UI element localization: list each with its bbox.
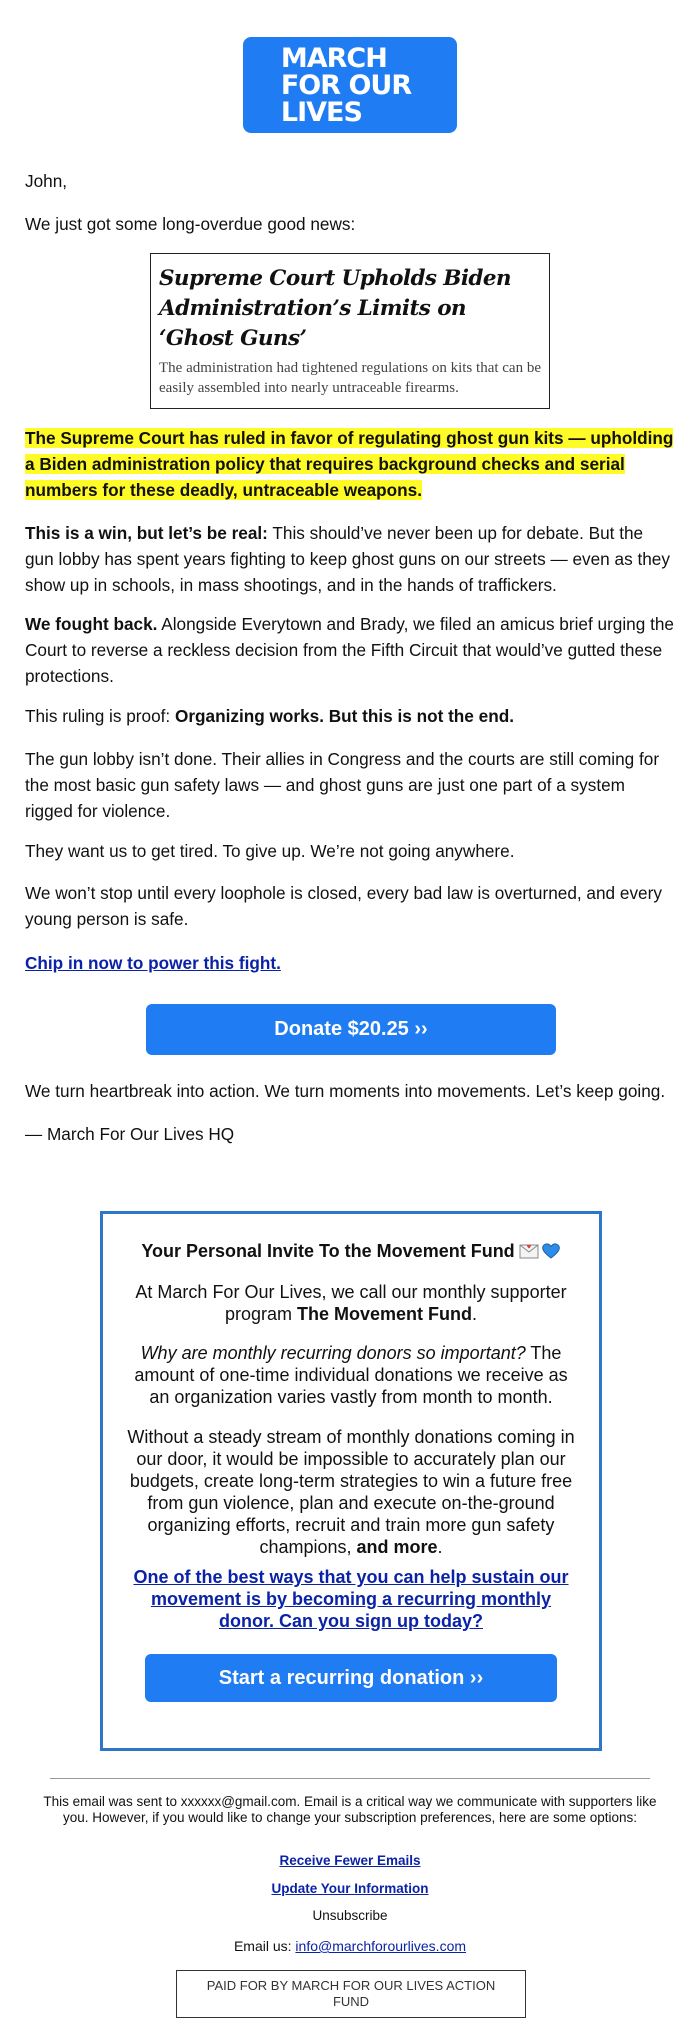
- donate-button[interactable]: Donate $20.25 ››: [146, 1004, 556, 1055]
- greeting: John,: [25, 171, 68, 191]
- footer-unsubscribe: [40, 1908, 660, 1924]
- fund-paragraph-2: Why are monthly recurring donors so important? The amount of one-time individual donations we receive as an organization varies vastly from month to month.: [134, 1343, 568, 1407]
- fund-paragraph-1: At March For Our Lives, we call our monthly supporter program The Movement Fund.: [135, 1282, 567, 1324]
- receive-fewer-emails-link[interactable]: Receive Fewer Emails: [279, 1853, 421, 1868]
- chip-in-paragraph: [25, 950, 675, 976]
- recurring-signup-link[interactable]: One of the best ways that you can help sustain our movement is by becoming a recurring monthly donor. Can you sign up today?: [133, 1567, 569, 1631]
- news-headline: Supreme Court Upholds Biden Administration’s Limits on ‘Ghost Guns’: [159, 266, 511, 351]
- highlight-text: The Supreme Court has ruled in favor of regulating ghost gun kits — upholding a Biden administration policy that requires background checks and serial numbers for these deadly, untraceable weapons.: [25, 428, 674, 500]
- footer-divider: [50, 1778, 650, 1779]
- movement-fund-box: [100, 1211, 602, 1751]
- heartbreak-paragraph: We turn heartbreak into action. We turn moments into movements. Let’s keep going.: [25, 1081, 666, 1101]
- fought-paragraph: [25, 611, 675, 689]
- start-recurring-donation-button[interactable]: Start a recurring donation ››: [145, 1654, 557, 1702]
- signoff: — March For Our Lives HQ: [25, 1124, 235, 1144]
- wont-stop-paragraph: We won’t stop until every loophole is closed, every bad law is overturned, and every young person is safe.: [25, 883, 662, 929]
- paid-for-disclaimer: PAID FOR BY MARCH FOR OUR LIVES ACTION FUND: [176, 1970, 526, 2018]
- lobby-paragraph: The gun lobby isn’t done. Their allies in Congress and the courts are still coming for the most basic gun safety laws — and ghost guns are just one part of a system rigged for violence.: [25, 749, 660, 821]
- fund-paragraph-3: Without a steady stream of monthly donations coming in our door, it would be impossible to accurately plan our budgets, create long-term strategies to win a future free from gun violence, plan and execute on-the-ground organizing efforts, recruit and train more gun safety champions, and more.: [127, 1427, 575, 1557]
- fund-link-paragraph: [123, 1566, 579, 1632]
- contact-email-link[interactable]: info@marchforourlives.com: [295, 1938, 467, 1954]
- fought-lead: We fought back.: [25, 614, 158, 634]
- footer-update-info: [40, 1881, 660, 1897]
- logo-line-2: FOR OUR: [280, 69, 412, 101]
- proof-paragraph: [25, 703, 675, 729]
- news-card-image[interactable]: [150, 253, 550, 409]
- proof-text: This ruling is proof:: [25, 706, 175, 726]
- fund-title: Your Personal Invite To the Movement Fund: [123, 1240, 579, 1262]
- win-paragraph: [25, 520, 675, 598]
- march-for-our-lives-logo[interactable]: [243, 37, 457, 133]
- fund-question: Why are monthly recurring donors so important?: [140, 1343, 526, 1363]
- love-letter-icon: [519, 1242, 539, 1260]
- blue-heart-icon: [541, 1242, 561, 1260]
- footer-email: Email us: info@marchforourlives.com: [233, 1938, 467, 1954]
- footer-notice: This email was sent to xxxxxx@gmail.com. Email is a critical way we communicate with supporters like you. However, if you would like to change your subscription preferences, here are some options:: [43, 1794, 657, 1825]
- win-text: This should’ve never been up for debate. But the gun lobby has spent years fighting to keep ghost guns on our streets — even as they show up in schools, in mass shootings, and in the hands of traffickers.: [25, 523, 670, 595]
- intro-text: We just got some long-overdue good news:: [25, 214, 356, 234]
- update-information-link[interactable]: Update Your Information: [271, 1881, 429, 1896]
- fought-text: Alongside Everytown and Brady, we filed an amicus brief urging the Court to reverse a reckless decision from the Fifth Circuit that would’ve gutted these protections.: [25, 614, 674, 686]
- win-lead: This is a win, but let’s be real:: [25, 523, 268, 543]
- movement-fund-name: The Movement Fund: [297, 1304, 472, 1324]
- chip-in-link[interactable]: Chip in now to power this fight.: [25, 953, 281, 973]
- unsubscribe-link[interactable]: Unsubscribe: [312, 1908, 388, 1923]
- footer-fewer-emails: [40, 1853, 660, 1869]
- logo-line-3: LIVES: [280, 96, 362, 128]
- highlight-paragraph: [25, 425, 675, 503]
- news-subhead: The administration had tightened regulations on kits that can be easily assembled into nearly untraceable firearms.: [159, 360, 541, 396]
- proof-bold: Organizing works. But this is not the end.: [174, 706, 514, 726]
- logo-line-1: MARCH: [280, 42, 387, 74]
- tired-paragraph: They want us to get tired. To give up. We’re not going anywhere.: [25, 841, 515, 861]
